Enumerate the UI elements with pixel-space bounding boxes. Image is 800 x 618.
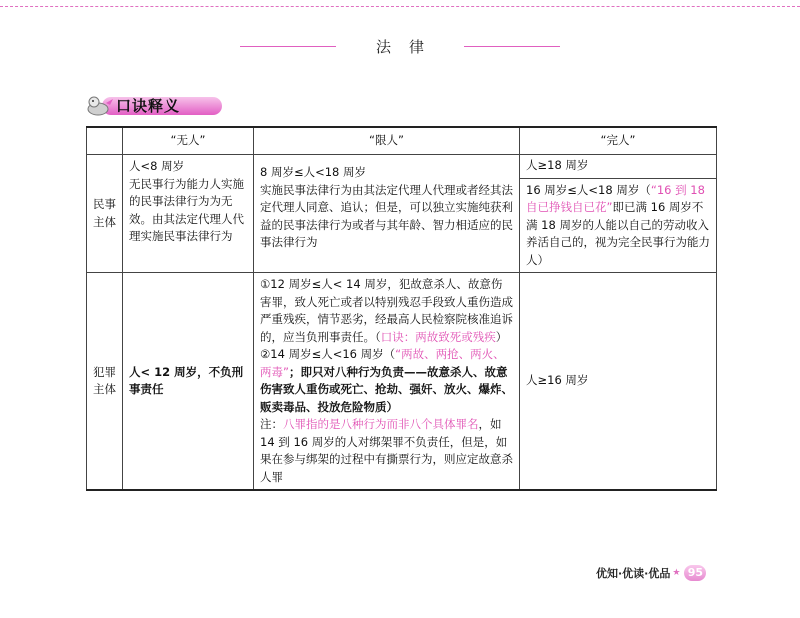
criminal-note-a: 注： — [260, 417, 283, 431]
criminal-xianren-p2 — [260, 346, 513, 416]
cell-civil-xianren — [254, 155, 520, 273]
footer-tagline: 优知·优读·优品 — [596, 567, 671, 580]
civil-wanren-minor-a: 16 周岁≤人<18 周岁（ — [526, 182, 651, 197]
table-row-criminal — [87, 273, 717, 491]
criminal-p1-end: ） — [495, 329, 508, 344]
cell-criminal-wanren — [520, 273, 717, 491]
page-number: 95 — [684, 565, 706, 581]
cell-civil-wuren — [123, 155, 254, 273]
header-wanren: “完人” — [520, 127, 717, 155]
civil-wanren-mnemonic: “16 到 18 自已挣钱自已花” — [526, 182, 705, 214]
civil-wanren-adult-text: 人≥18 周岁 — [526, 158, 589, 172]
cell-civil-wanren — [520, 155, 717, 273]
header-empty — [87, 127, 123, 155]
page-header — [0, 34, 800, 58]
criminal-note-highlight: 八罪指的是八种行为而非八个具体罪名 — [283, 417, 479, 431]
top-dashed-rule — [0, 6, 800, 7]
mascot-icon — [86, 93, 116, 117]
criminal-p1-mnemonic: 口诀：两故致死或残疾 — [380, 329, 496, 344]
civil-xianren-text: 实施民事法律行为由其法定代理人代理或者经其法定代理人同意、追认；但是，可以独立实施纯获利益的民事法律行为或者与其年龄、智力相适应的民事法律行为 — [260, 182, 513, 249]
page-footer — [596, 565, 706, 581]
cell-criminal-wuren — [123, 273, 254, 491]
criminal-p2-a: ②14 周岁≤人<16 周岁（ — [260, 347, 396, 361]
header-left-rule — [240, 46, 336, 47]
criminal-xianren-p1 — [260, 276, 513, 346]
civil-wuren-text: 人<8 周岁 无民事行为能力人实施的民事法律行为为无效。由其法定代理人代理实施民事法律行为 — [129, 159, 244, 243]
criminal-wanren-text: 人≥16 周岁 — [526, 373, 589, 388]
header-wuren: “无人” — [123, 127, 254, 155]
cell-criminal-xianren — [254, 273, 520, 491]
criminal-xianren-note — [260, 416, 513, 486]
table-header-row — [87, 127, 717, 155]
row-label-criminal: 犯罪主体 — [87, 273, 123, 491]
age-liability-table — [86, 126, 717, 491]
criminal-note-b: ，如 14 到 16 周岁的人对绑架罪不负责任，但是，如果在参与绑架的过程中有撕票行为，则应定故意杀人罪 — [260, 417, 513, 484]
table-row-civil — [87, 155, 717, 273]
header-right-rule — [464, 46, 560, 47]
civil-wanren-minor — [520, 178, 716, 273]
civil-wanren-minor-b: 即已满 16 周岁不满 18 周岁的人能以自己的劳动收入养活自己的，视为完全民事行为能力人） — [526, 200, 710, 267]
civil-wanren-adult — [520, 155, 716, 178]
civil-xianren-age: 8 周岁≤人<18 周岁 — [260, 165, 367, 179]
criminal-p2-b: ；即只对八种行为负责——故意杀人、故意伤害致人重伤或死亡、抢劫、强奸、放火、爆炸、贩卖毒品、投放危险物质） — [260, 364, 513, 414]
page-title: 法律 — [375, 37, 442, 56]
star-icon: ★ — [672, 568, 681, 578]
section-tag — [86, 93, 226, 117]
criminal-wuren-text: 人< 12 周岁，不负刑事责任 — [129, 364, 244, 396]
criminal-p2-mnemonic: “两故、两抢、两火、两毒” — [260, 347, 505, 379]
criminal-p1-text: ①12 周岁≤人< 14 周岁，犯故意杀人、故意伤害罪，致人死亡或者以特别残忍手段致人重伤造成严重残疾，情节恶劣，经最高人民检察院核准追诉的，应当负刑事责任。（ — [260, 277, 513, 344]
row-label-civil: 民事主体 — [87, 155, 123, 273]
header-xianren: “限人” — [254, 127, 520, 155]
section-label: 口诀释义 — [116, 97, 181, 115]
